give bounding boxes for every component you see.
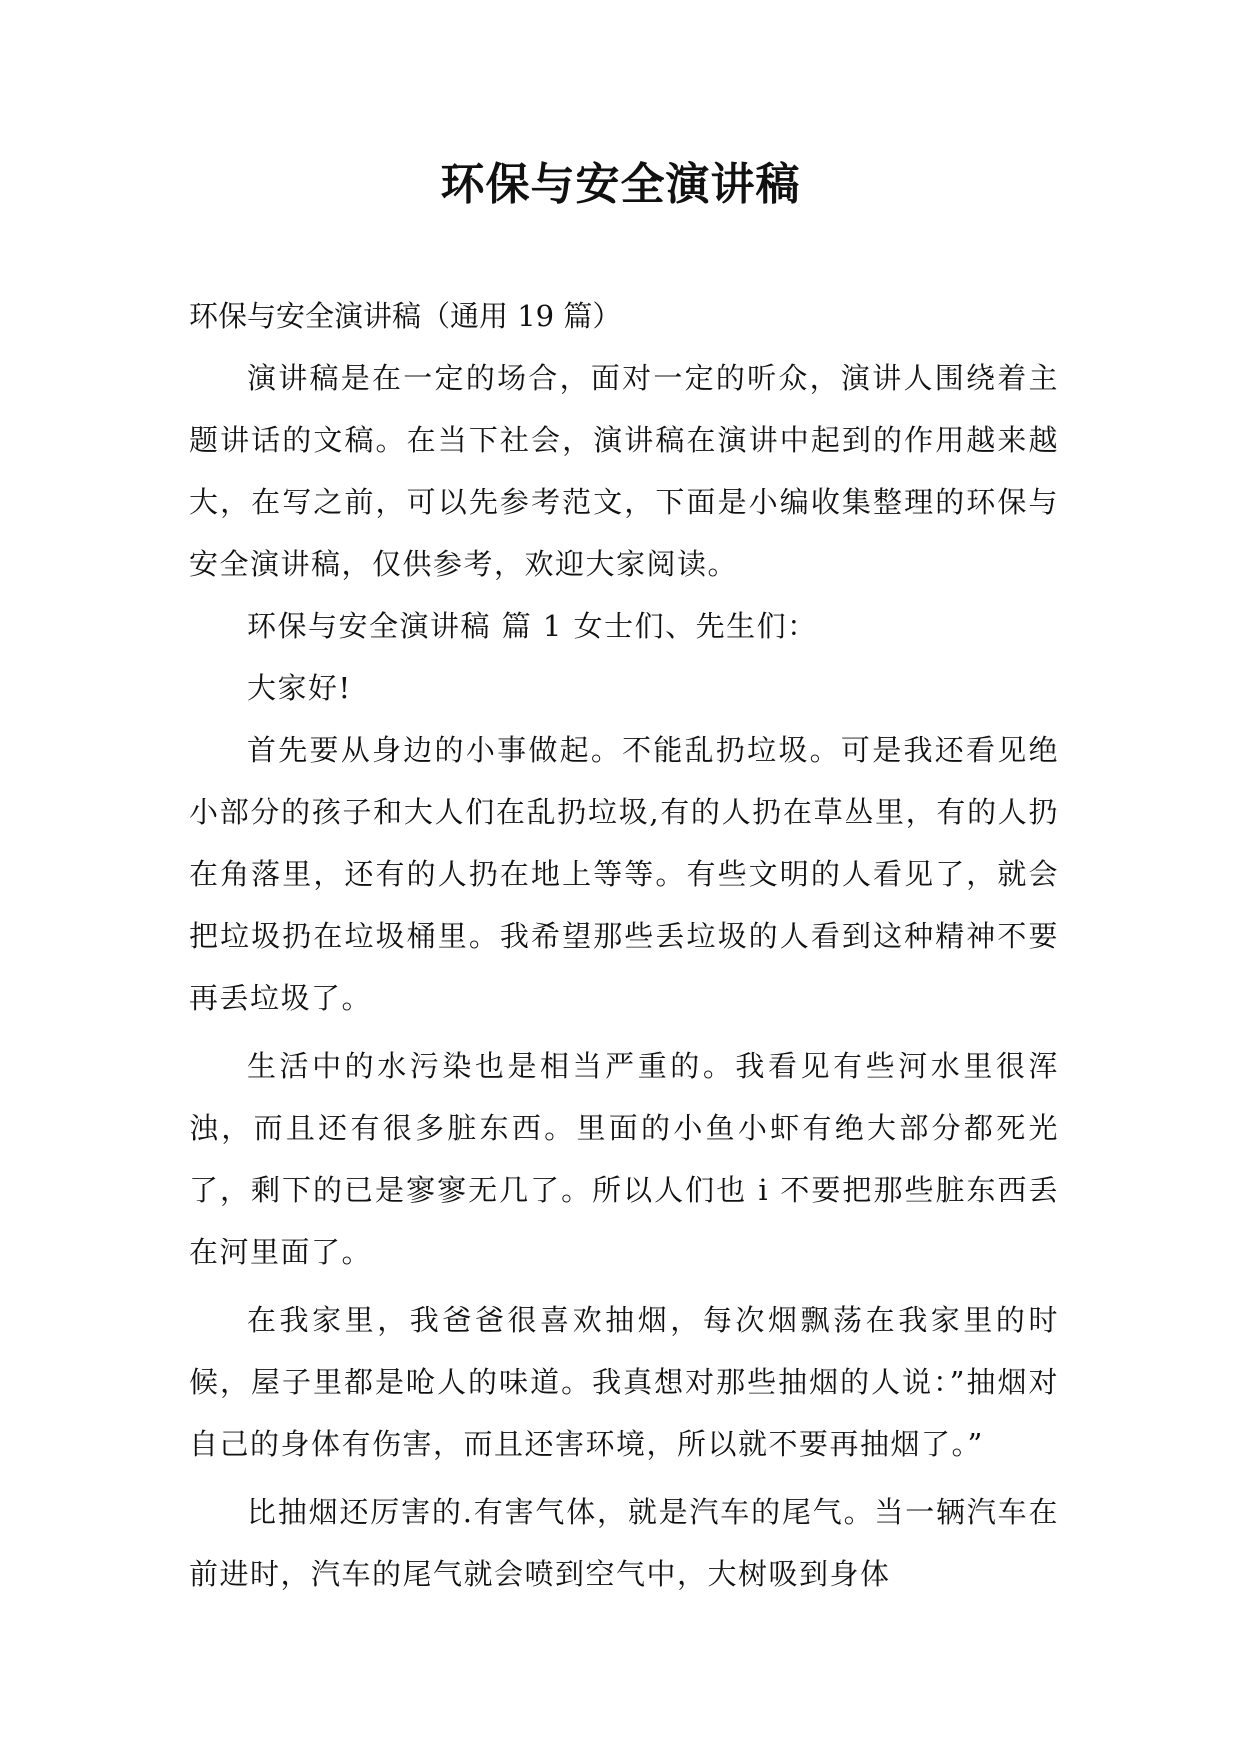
document-subtitle: 环保与安全演讲稿（通用 19 篇）	[189, 299, 622, 333]
document-body	[189, 285, 1059, 1605]
paragraph-water-pollution: 生活中的水污染也是相当严重的。我看见有些河水里很浑浊，而且还有很多脏东西。里面的小鱼小虾有绝大部分都死光了，剩下的已是寥寥无几了。所以人们也 i 不要把那些脏东西丢在河里面了。	[189, 1049, 1059, 1269]
paragraph-section-heading: 环保与安全演讲稿 篇 1 女士们、先生们：	[247, 609, 818, 643]
document-title: 环保与安全演讲稿	[440, 159, 801, 210]
paragraph-intro: 演讲稿是在一定的场合，面对一定的听众，演讲人围绕着主题讲话的文稿。在当下社会，演讲稿在演讲中起到的作用越来越大，在写之前，可以先参考范文，下面是小编收集整理的环保与安全演讲稿，仅供参考，欢迎大家阅读。	[189, 361, 1059, 581]
paragraph-greeting: 大家好!	[247, 671, 352, 705]
paragraph-smoking: 在我家里，我爸爸很喜欢抽烟，每次烟飘荡在我家里的时候，屋子里都是呛人的味道。我真想对那些抽烟的人说：”抽烟对自己的身体有伤害，而且还害环境，所以就不要再抽烟了。”	[189, 1303, 1059, 1461]
paragraph-exhaust: 比抽烟还厉害的.有害气体，就是汽车的尾气。当一辆汽车在前进时，汽车的尾气就会喷到空气中，大树吸到身体	[189, 1495, 1059, 1591]
paragraph-litter: 首先要从身边的小事做起。不能乱扔垃圾。可是我还看见绝小部分的孩子和大人们在乱扔垃圾,有的人扔在草丛里，有的人扔在角落里，还有的人扔在地上等等。有些文明的人看见了，就会把垃圾扔在垃圾桶里。我希望那些丢垃圾的人看到这种精神不要再丢垃圾了。	[189, 733, 1059, 1015]
